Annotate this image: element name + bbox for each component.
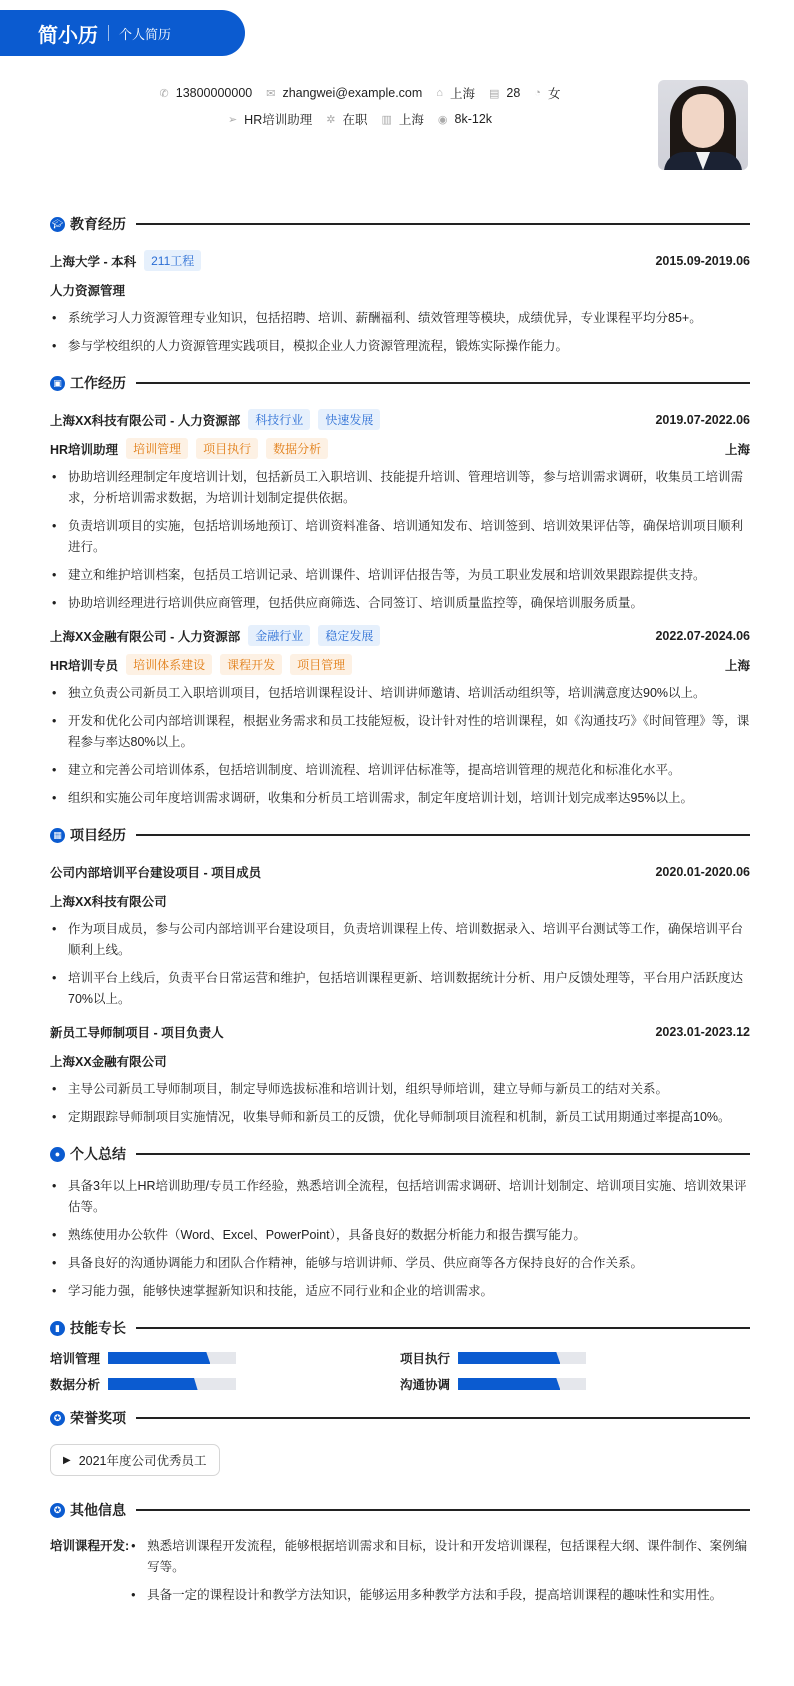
major: 人力资源管理: [50, 283, 126, 298]
list-item: • 负责培训项目的实施，包括培训场地预订、培训资料准备、培训通知发布、培训签到、培训效果评估等，确保培训项目顺利进行。: [50, 516, 750, 558]
other-label: 培训课程开发:: [50, 1539, 130, 1553]
section-honors: [50, 1406, 750, 1430]
list-item: • 熟悉培训课程开发流程，能够根据培训需求和目标，设计和开发培训课程，包括课程大纲、课件制作、案例编写等。: [129, 1536, 750, 1578]
location: 上海: [449, 87, 475, 101]
section-summary: [50, 1142, 750, 1166]
project-name: 公司内部培训平台建设项目 - 项目成员: [50, 865, 262, 880]
company: 上海XX科技有限公司: [50, 894, 167, 909]
tag: 211工程: [144, 250, 201, 271]
award-icon: ✪: [50, 1411, 65, 1426]
brand-logo: 简小历: [38, 24, 98, 47]
date: 2015.09-2019.06: [655, 253, 750, 268]
list-item: • 系统学习人力资源管理专业知识，包括招聘、培训、薪酬福利、绩效管理等模块，成绩优异，专业课程平均分85+。: [50, 308, 750, 329]
home-icon: ⌂: [436, 87, 443, 99]
phone: 13800000000: [175, 86, 253, 100]
divider: [136, 223, 750, 225]
mail-icon: ✉: [266, 87, 276, 100]
gender-icon: ◔: [534, 87, 541, 99]
section-title: 技能专长: [70, 1320, 126, 1336]
phone-icon: ✆: [159, 87, 169, 100]
city: 上海: [724, 658, 750, 673]
list-item: • 组织和实施公司年度培训需求调研，收集和分析员工培训需求，制定年度培训计划，培训计划完成率达95%以上。: [50, 788, 750, 809]
divider: [136, 834, 750, 836]
list-item: • 独立负责公司新员工入职培训项目，包括培训课程设计、培训讲师邀请、培训活动组织等，培训满意度达90%以上。: [50, 683, 750, 704]
project-name: 新员工导师制项目 - 项目负责人: [50, 1025, 224, 1040]
list-item: • 协助培训经理进行培训供应商管理，包括供应商筛选、合同签订、培训质量监控等，确保培训服务质量。: [50, 593, 750, 614]
section-education: [50, 212, 750, 236]
skill-item: [50, 1376, 400, 1392]
cake-icon: ▤: [488, 87, 500, 100]
company: 上海XX科技有限公司 - 人力资源部: [50, 413, 241, 428]
list-item: • 学习能力强，能够快速掌握新知识和技能，适应不同行业和企业的培训需求。: [50, 1281, 750, 1302]
email: zhangwei@example.com: [282, 86, 423, 100]
award-badge: [50, 1444, 220, 1476]
list-item: • 定期跟踪导师制项目实施情况，收集导师和新员工的反馈，优化导师制项目流程和机制，新员工试用期通过率提高10%。: [50, 1107, 750, 1128]
skill-name: 培训管理: [50, 1352, 101, 1366]
skill-item: [50, 1350, 400, 1366]
section-title: 教育经历: [70, 216, 126, 232]
list-item: • 作为项目成员，参与公司内部培训平台建设项目，负责培训课程上传、培训数据录入、培训平台测试等工作，确保培训平台顺利上线。: [50, 919, 750, 961]
divider: [136, 1153, 750, 1155]
skill-name: 项目执行: [400, 1352, 451, 1366]
section-title: 其他信息: [70, 1502, 126, 1518]
tag: 项目执行: [196, 438, 258, 459]
divider: [136, 1327, 750, 1329]
list-item: • 主导公司新员工导师制项目，制定导师选拔标准和培训计划，组织导师培训，建立导师与新员工的结对关系。: [50, 1079, 750, 1100]
skill-fill: [458, 1352, 560, 1364]
list-item: • 建立和完善公司培训体系，包括培训制度、培训流程、培训评估标准等，提高培训管理的规范化和标准化水平。: [50, 760, 750, 781]
section-title: 项目经历: [70, 827, 126, 843]
skill-name: 数据分析: [50, 1378, 101, 1392]
skill-item: [400, 1376, 750, 1392]
work-item: [50, 621, 750, 809]
grid-icon: ▦: [50, 828, 65, 843]
list-item: • 具备3年以上HR培训助理/专员工作经验，熟悉培训全流程，包括培训需求调研、培训计划制定、培训项目实施、培训效果评估等。: [50, 1176, 750, 1218]
gender: 女: [547, 87, 561, 101]
contact-info: [120, 80, 600, 132]
date: 2022.07-2024.06: [655, 628, 750, 643]
skill-name: 沟通协调: [400, 1378, 451, 1392]
tag: 金融行业: [248, 625, 310, 646]
skill-bar: [108, 1378, 236, 1390]
tag: 稳定发展: [318, 625, 380, 646]
role: HR培训专员: [50, 658, 119, 673]
section-title: 个人总结: [70, 1146, 126, 1162]
tag: 科技行业: [248, 409, 310, 430]
date: 2023.01-2023.12: [655, 1024, 750, 1039]
info-icon: ✪: [50, 1503, 65, 1518]
section-other: [50, 1498, 750, 1522]
list-item: • 熟练使用办公软件（Word、Excel、PowerPoint），具备良好的数据分析能力和报告撰写能力。: [50, 1225, 750, 1246]
list-item: • 培训平台上线后，负责平台日常运营和维护，包括培训课程更新、培训数据统计分析、用户反馈处理等，平台用户活跃度达70%以上。: [50, 968, 750, 1010]
tag: 数据分析: [266, 438, 328, 459]
list-item: • 具备良好的沟通协调能力和团队合作精神，能够与培训讲师、学员、供应商等各方保持良好的合作关系。: [50, 1253, 750, 1274]
school: 上海大学 - 本科: [50, 254, 137, 269]
salary-icon: ◉: [437, 113, 448, 126]
award-name: 2021年度公司优秀员工: [78, 1454, 207, 1468]
skill-fill: [108, 1352, 210, 1364]
status-icon: ✲: [326, 113, 336, 126]
divider: [108, 25, 109, 41]
graduation-cap-icon: 🎓︎: [50, 217, 65, 232]
company: 上海XX金融有限公司 - 人力资源部: [50, 629, 241, 644]
divider: [136, 1509, 750, 1511]
salary: 8k-12k: [454, 112, 493, 126]
list-item: • 开发和优化公司内部培训课程，根据业务需求和员工技能短板，设计针对性的培训课程，如《沟通技巧》《时间管理》等，课程参与率达80%以上。: [50, 711, 750, 753]
role: HR培训助理: [50, 442, 119, 457]
divider: [136, 382, 750, 384]
date: 2019.07-2022.06: [655, 412, 750, 427]
tag: 培训体系建设: [126, 654, 212, 675]
tag: 培训管理: [126, 438, 188, 459]
company: 上海XX金融有限公司: [50, 1054, 167, 1069]
section-title: 荣誉奖项: [70, 1410, 126, 1426]
section-projects: [50, 823, 750, 847]
skill-bar: [458, 1352, 586, 1364]
send-icon: ➢: [227, 113, 238, 126]
skill-item: [400, 1350, 750, 1366]
section-title: 工作经历: [70, 375, 126, 391]
user-icon: ●: [50, 1147, 65, 1162]
work-item: [50, 405, 750, 614]
age: 28: [506, 86, 521, 100]
date: 2020.01-2020.06: [655, 864, 750, 879]
brand-header: [0, 10, 245, 56]
list-item: • 建立和维护培训档案，包括员工培训记录、培训课件、培训评估报告等，为员工职业发展和培训效果跟踪提供支持。: [50, 565, 750, 586]
project-item: [50, 1017, 750, 1128]
tag: 快速发展: [318, 409, 380, 430]
target-city: 上海: [398, 113, 424, 127]
briefcase-icon: ▣: [50, 376, 65, 391]
tag: 课程开发: [220, 654, 282, 675]
section-work: [50, 371, 750, 395]
triangle-icon: ▶: [63, 1454, 71, 1466]
project-item: [50, 857, 750, 1010]
section-skills: [50, 1316, 750, 1340]
list-item: • 参与学校组织的人力资源管理实践项目，模拟企业人力资源管理流程，锻炼实际操作能力。: [50, 336, 750, 357]
avatar-photo: [658, 80, 748, 170]
city: 上海: [724, 442, 750, 457]
building-icon: ▥: [381, 113, 392, 126]
skill-fill: [108, 1378, 198, 1390]
divider: [136, 1417, 750, 1419]
job-status: 在职: [342, 113, 368, 127]
skill-bar: [458, 1378, 586, 1390]
chart-icon: ▮: [50, 1321, 65, 1336]
header-subtitle: 个人简历: [119, 26, 172, 42]
skill-bar: [108, 1352, 236, 1364]
tag: 项目管理: [290, 654, 352, 675]
job-target: HR培训助理: [244, 113, 313, 127]
list-item: • 协助培训经理制定年度培训计划，包括新员工入职培训、技能提升培训、管理培训等，参与培训需求调研，收集员工培训需求，分析培训需求数据，为培训计划制定提供依据。: [50, 467, 750, 509]
list-item: • 具备一定的课程设计和教学方法知识，能够运用多种教学方法和手段，提高培训课程的趣味性和实用性。: [129, 1585, 750, 1606]
skill-fill: [458, 1378, 560, 1390]
